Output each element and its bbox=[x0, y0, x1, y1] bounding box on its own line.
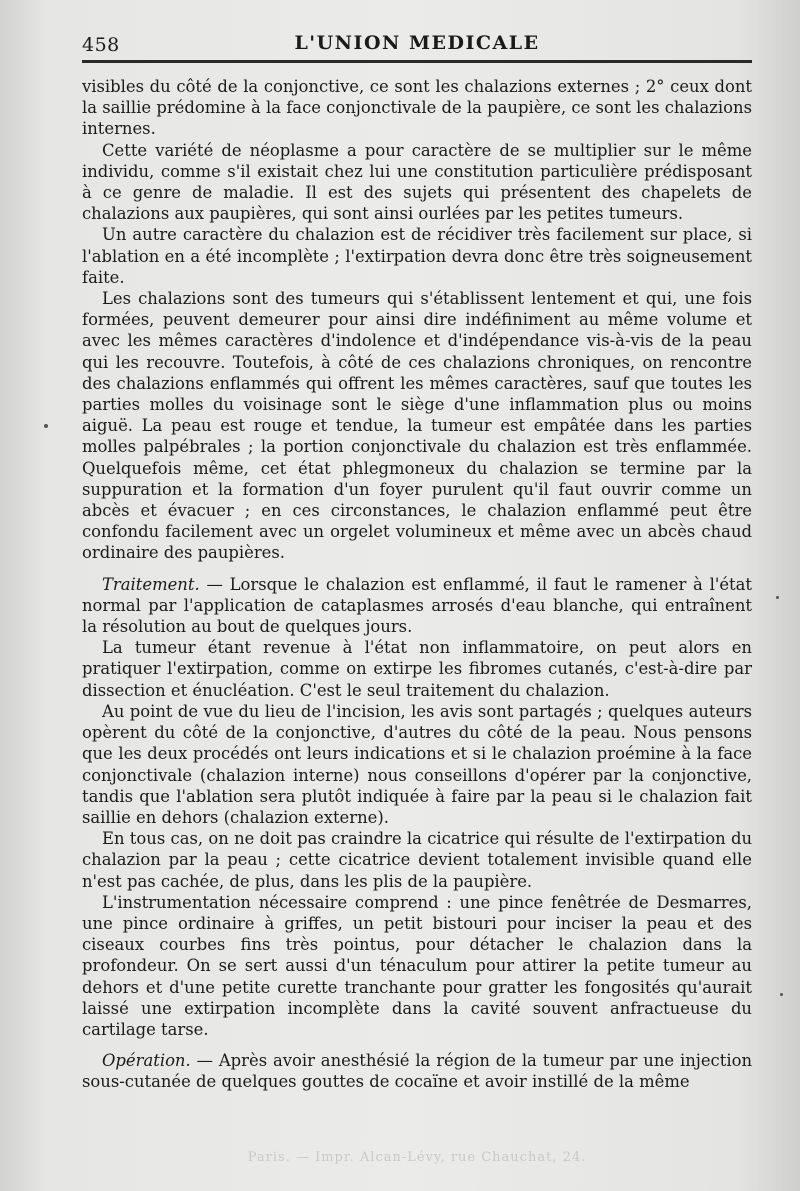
paragraph-text: Cette variété de néoplasme a pour caractère de se multiplier sur le même individu, comme s'il existait chez lui une constitution particulière prédisposant à ce genre de maladie. Il est des sujets qui présentent des chapelets de chalazions aux paupières, qui sont ainsi ourlées par les petites tumeurs. bbox=[82, 140, 752, 224]
paragraph-text: L'instrumentation nécessaire comprend : une pince fenêtrée de Desmarres, une pince ordinaire à griffes, un petit bistouri pour inciser la peau et des ciseaux courbes fins très pointus, pour détacher le chalazion dans la profondeur. On se sert aussi d'un ténaculum pour attirer la petite tumeur au dehors et d'une petite curette tranchante pour gratter les fongosités qu'aurait laissé une extirpation incomplète dans la cavité souvent anfractueuse du cartilage tarse. bbox=[82, 892, 752, 1039]
section-lead-operation: Opération. bbox=[102, 1051, 191, 1071]
page-footer bbox=[82, 1142, 752, 1182]
paragraph-text: Au point de vue du lieu de l'incision, les avis sont partagés ; quelques auteurs opèrent du côté de la conjonctive, d'autres du côté de la peau. Nous pensons que les deux procédés ont leurs indications et si le chalazion proémine à la face conjonctivale (chalazion interne) nous conseillons d'opérer par la conjonctive, tandis que l'ablation sera plutôt indiquée à faire par la peau si le chalazion fait saillie en dehors (chalazion externe). bbox=[82, 701, 752, 827]
page-header bbox=[82, 32, 752, 58]
paragraph bbox=[82, 892, 752, 1040]
paragraph-text: — Après avoir anesthésié la région de la tumeur par une injection sous-cutanée de quelques gouttes de cocaïne et avoir instillé de la même bbox=[82, 1051, 752, 1092]
body-text bbox=[82, 76, 752, 1093]
paragraph bbox=[82, 288, 752, 564]
header-rule bbox=[82, 60, 752, 63]
paragraph bbox=[82, 224, 752, 288]
paragraph bbox=[82, 140, 752, 225]
paragraph bbox=[82, 76, 752, 140]
printer-imprint: Paris. — Impr. Alcan-Lévy, rue Chauchat, 24. bbox=[247, 1150, 587, 1165]
paragraph-text: Un autre caractère du chalazion est de récidiver très facilement sur place, si l'ablation en a été incomplète ; l'extirpation devra donc être très soigneusement faite. bbox=[82, 225, 752, 287]
paragraph-text: En tous cas, on ne doit pas craindre la cicatrice qui résulte de l'extirpation du chalazion par la peau ; cette cicatrice devient totalement invisible quand elle n'est pas cachée, de plus, dans les plis de la paupière. bbox=[82, 829, 752, 891]
ink-speck bbox=[780, 993, 783, 996]
page-number: 458 bbox=[82, 34, 120, 56]
paragraph-text: — Lorsque le chalazion est enflammé, il faut le ramener à l'état normal par l'application de cataplasmes arrosés d'eau blanche, qui entraînent la résolution au bout de quelques jours. bbox=[82, 574, 752, 637]
paragraph-traitement bbox=[82, 574, 752, 638]
paragraph-text: La tumeur étant revenue à l'état non inflammatoire, on peut alors en pratiquer l'extirpation, comme on extirpe les fibromes cutanés, c'est-à-dire par dissection et énucléation. C'est le seul traitement du chalazion. bbox=[82, 638, 752, 700]
paragraph-operation bbox=[82, 1050, 752, 1092]
paragraph bbox=[82, 701, 752, 828]
paragraph bbox=[82, 828, 752, 892]
paragraph bbox=[82, 637, 752, 701]
paragraph-text: Les chalazions sont des tumeurs qui s'établissent lentement et qui, une fois formées, peuvent demeurer pour ainsi dire indéfiniment au même volume et avec les mêmes caractères d'indolence et d'indépendance vis-à-vis de la peau qui les recouvre. Toutefois, à côté de ces chalazions chroniques, on rencontre des chalazions enflammés qui offrent les mêmes caractères, sauf que toutes les parties molles du voisinage sont le siège d'une inflammation plus ou moins aiguë. La peau est rouge et tendue, la tumeur est empâtée dans les parties molles palpébrales ; la portion conjonctivale du chalazion est très enflammée. Quelquefois même, cet état phlegmoneux du chalazion se termine par la suppuration et la formation d'un foyer purulent qu'il faut ouvrir comme un abcès et évacuer ; en ces circonstances, le chalazion enflammé peut être confondu facilement avec un orgelet volumineux et même avec un abcès chaud ordinaire des paupières. bbox=[82, 289, 752, 563]
ink-speck bbox=[776, 596, 779, 599]
running-title: L'UNION MEDICALE bbox=[294, 32, 540, 54]
paragraph-text: visibles du côté de la conjonctive, ce sont les chalazions externes ; 2° ceux dont la saillie prédomine à la face conjonctivale de la paupière, ce sont les chalazions internes. bbox=[82, 77, 752, 139]
ink-speck bbox=[44, 424, 48, 428]
section-lead-traitement: Traitement. bbox=[102, 574, 200, 594]
